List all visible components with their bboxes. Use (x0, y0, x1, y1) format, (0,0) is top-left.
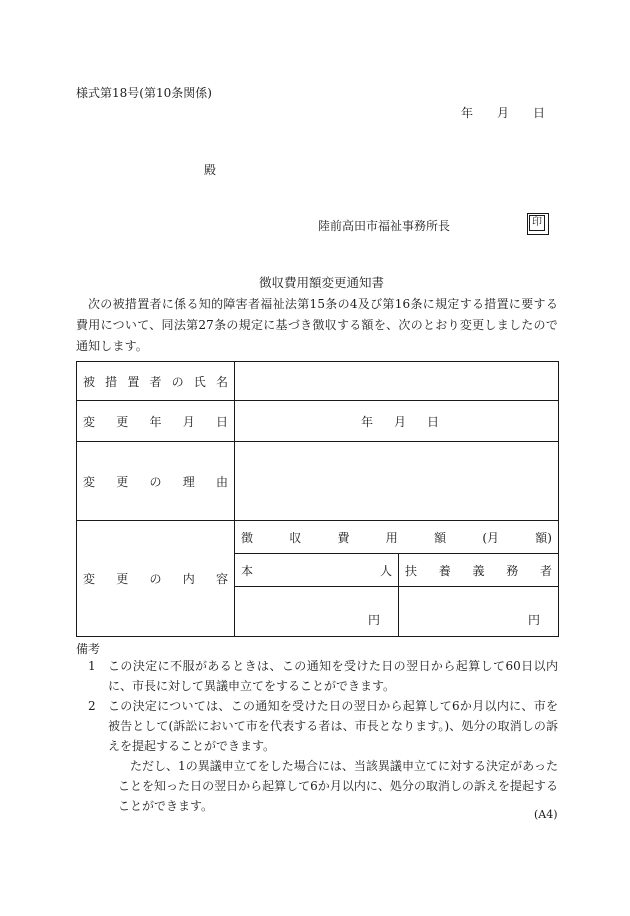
label-char: 名 (215, 374, 228, 389)
label-char: 理 (182, 474, 195, 489)
paper-size: (A4) (534, 808, 558, 821)
label-char: 由 (215, 474, 228, 489)
fee-header-char: 費 (337, 530, 350, 545)
amount-self (235, 587, 399, 637)
label-char: 被 (83, 374, 96, 389)
label-char: 更 (116, 474, 129, 489)
fee-header-char: (月 (482, 530, 500, 545)
yen-self: 円 (367, 613, 380, 627)
fee-header-char: 額) (535, 530, 552, 545)
date-month-label: 月 (496, 106, 509, 120)
label-char: の (149, 572, 162, 586)
row-change-reason (77, 442, 559, 521)
label-char: 内 (182, 572, 195, 586)
label-support-obligor (399, 554, 559, 587)
label-char: の (149, 474, 162, 489)
label-char: 容 (215, 572, 228, 586)
change-date-day: 日 (426, 414, 439, 429)
support-label-char: 扶 (405, 563, 418, 578)
fee-header-char: 用 (385, 530, 398, 545)
change-date-year: 年 (361, 414, 374, 429)
self-label-char: 人 (379, 563, 392, 578)
notice-table (76, 361, 559, 637)
label-change-reason (77, 442, 235, 521)
issuer-name: 陸前高田市福祉事務所長 (318, 219, 451, 233)
support-label-char: 務 (506, 563, 519, 578)
amount-support-obligor (399, 587, 559, 637)
label-person-name (77, 362, 235, 401)
row-change-date (77, 401, 559, 442)
value-person-name (235, 362, 559, 401)
seal-mark: 印 (529, 215, 545, 231)
document-title: 徴収費用額変更通知書 (259, 275, 385, 290)
value-change-date (235, 401, 559, 442)
support-label-char: 義 (472, 563, 485, 578)
label-char: 日 (215, 414, 228, 429)
recipient-honorific: 殿 (204, 163, 217, 177)
label-char: 措 (105, 374, 118, 389)
label-char: 置 (127, 374, 140, 389)
support-label-char: 養 (438, 563, 451, 578)
remarks-heading: 備考 (76, 642, 101, 656)
form-number: 様式第18号(第10条関係) (76, 86, 212, 100)
value-change-reason (235, 442, 559, 521)
remark-number: 2 (88, 699, 96, 713)
label-char: 月 (182, 414, 195, 429)
row-person-name (77, 362, 559, 401)
remark-item (88, 656, 558, 696)
fee-header-char: 額 (434, 530, 447, 545)
change-date-month: 月 (393, 414, 406, 429)
label-char: 変 (83, 474, 96, 489)
row-fee-header (77, 521, 559, 554)
fee-header (235, 521, 559, 554)
label-char: 者 (149, 374, 162, 389)
label-char: 更 (116, 572, 129, 586)
remark-number: 1 (88, 659, 96, 673)
fee-header-char: 徴 (241, 530, 254, 545)
label-char: 年 (149, 414, 162, 429)
support-label-char: 者 (539, 563, 552, 578)
label-char: 変 (83, 414, 96, 429)
yen-support-obligor: 円 (527, 613, 540, 627)
label-change-content (77, 521, 235, 637)
remark-text: この決定に不服があるときは、この通知を受けた日の翌日から起算して60日以内に、市長に対して異議申立てをすることができます。 (108, 659, 558, 693)
remark-proviso: ただし、1の異議申立てをした場合には、当該異議申立てに対する決定があったことを知った日の翌日から起算して6か月以内に、処分の取消しの訴えを提起することができます。 (118, 759, 558, 813)
remark-text: この決定については、この通知を受けた日の翌日から起算して6か月以内に、市を被告として(訴訟において市を代表する者は、市長となります。)、処分の取消しの訴えを提起することができます。 (108, 699, 558, 753)
self-label-char: 本 (241, 563, 254, 578)
label-char: 氏 (193, 374, 206, 389)
label-self (235, 554, 399, 587)
remarks-list (88, 656, 558, 816)
label-char: 更 (116, 414, 129, 429)
date-day-label: 日 (532, 106, 545, 120)
fee-header-char: 収 (289, 530, 302, 545)
remark-item (88, 696, 558, 756)
issue-date (461, 104, 545, 121)
notice-paragraph: 次の被措置者に係る知的障害者福祉法第15条の4及び第16条に規定する措置に要する費用について、同法第27条の規定に基づき徴収する額を、次のとおり変更しましたので通知します。 (76, 297, 558, 353)
date-year-label: 年 (461, 106, 474, 120)
label-char: 変 (83, 572, 96, 586)
notice-body (76, 294, 558, 357)
label-char: の (171, 374, 184, 389)
label-change-date (77, 401, 235, 442)
